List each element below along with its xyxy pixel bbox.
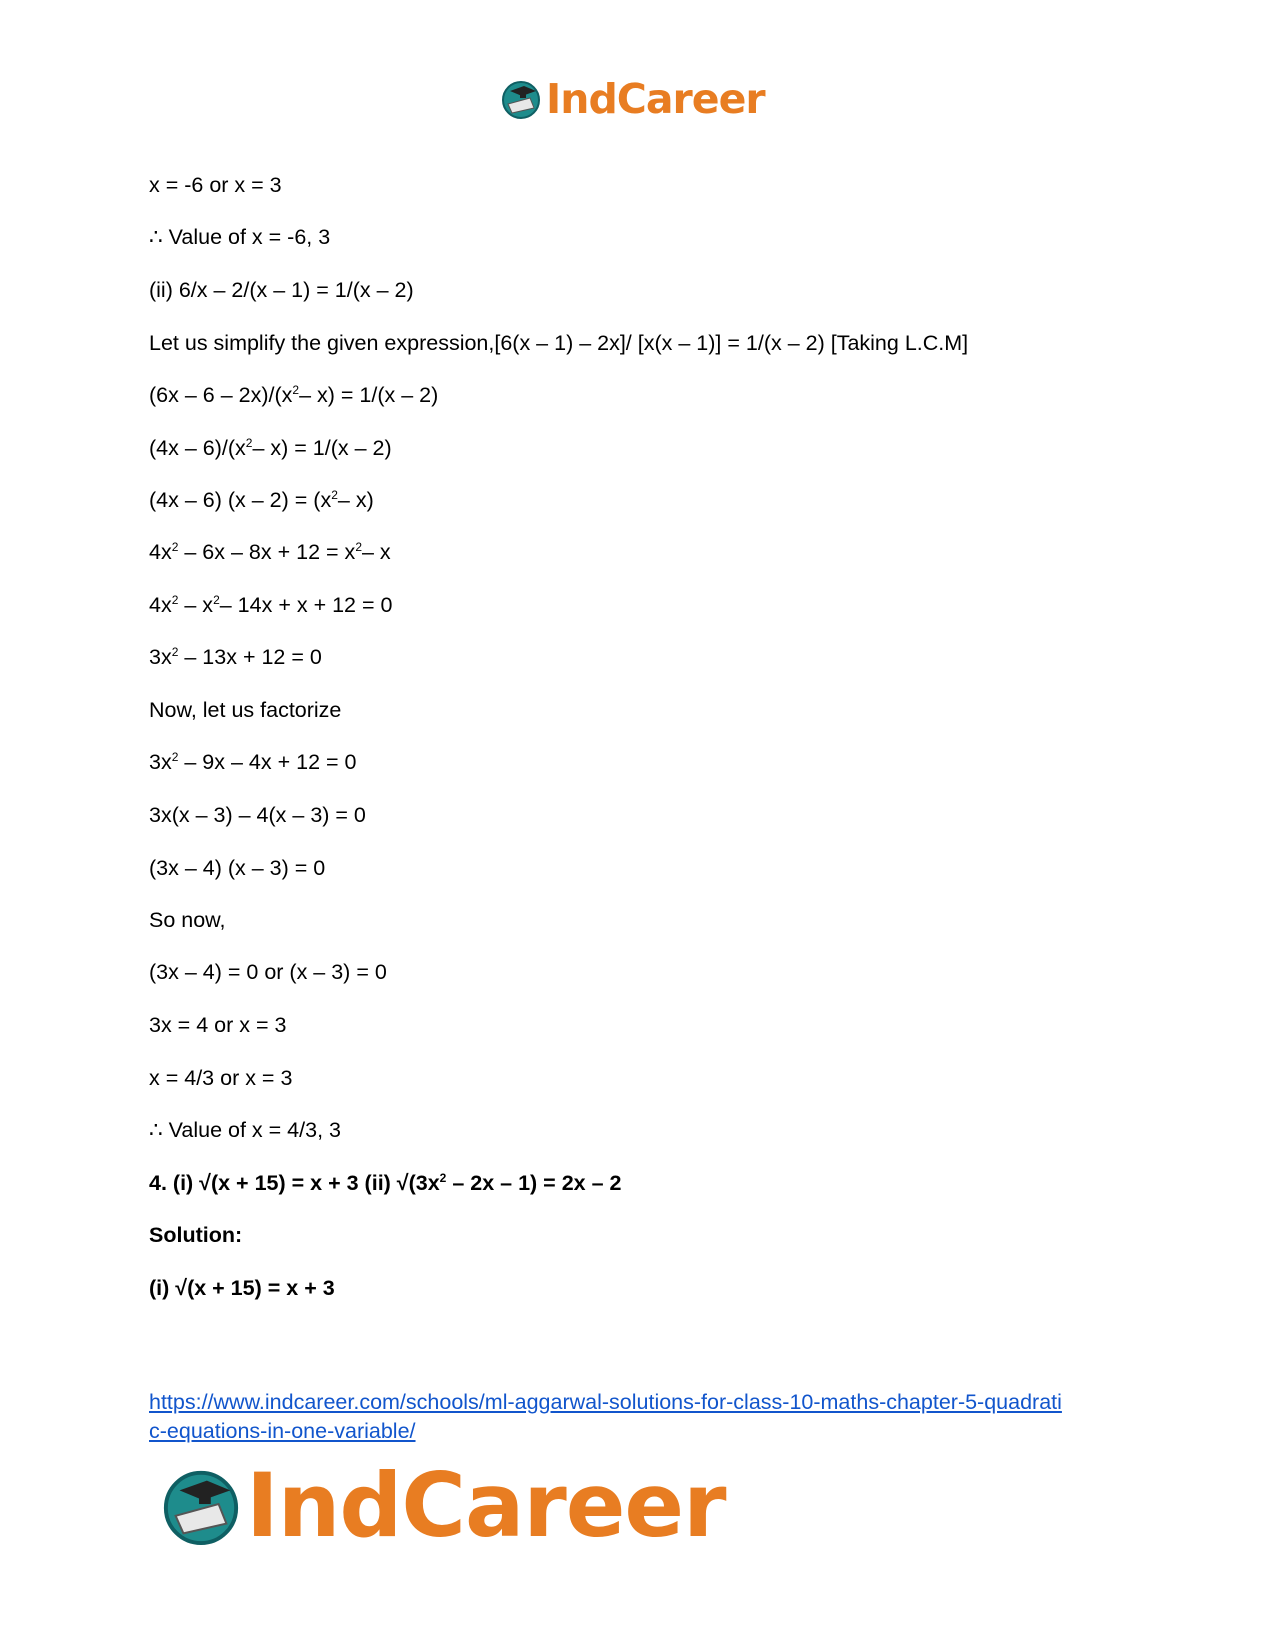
text-line: 3x(x – 3) – 4(x – 3) = 0: [149, 803, 366, 827]
text-line: $4x^2 - 6x - 8x + 12 = x^2-$ x: [149, 540, 391, 564]
footer-logo-text: IndCareer: [246, 1454, 726, 1557]
solution-heading: Solution:: [149, 1223, 243, 1247]
text-line: $(4x - 6)/(x^2-$ x) = 1/(x – 2): [149, 436, 392, 460]
text-line: Now, let us factorize: [149, 698, 342, 722]
text-line: (3x – 4) = 0 or (x – 3) = 0: [149, 960, 387, 984]
globe-graduation-cap-icon: [500, 78, 542, 120]
text-line: (ii) 6/x – 2/(x – 1) = 1/(x – 2): [149, 278, 414, 302]
text-line: ∴ Value of x = -6, 3: [149, 225, 331, 249]
text-line: $(6x - 6 - 2x)/(x^2-$ x) = 1/(x – 2): [149, 383, 439, 407]
text-line: x = -6 or x = 3: [149, 173, 282, 197]
globe-graduation-cap-icon: [160, 1465, 242, 1547]
source-url-link-continued[interactable]: c-equations-in-one-variable/: [149, 1419, 416, 1443]
text-line: (4x – 6) $(x - 2) = (x^2-$ x): [149, 488, 374, 512]
text-line: $4x^2 - x^2-$ 14x + x + 12 = 0: [149, 593, 393, 617]
question-heading: 4. (i) √(x + 15) = x + 3 (ii) $√(3x^2 - 2x - 1) = 2x - 2$: [149, 1171, 622, 1195]
sub-question-heading: (i) √(x + 15) = x + 3: [149, 1276, 335, 1300]
source-url-link[interactable]: https://www.indcareer.com/schools/ml-aggarwal-solutions-for-class-10-maths-chapter-5-quadrati: [149, 1390, 1062, 1414]
text-line: 3x = 4 or x = 3: [149, 1013, 287, 1037]
text-line: ∴ Value of x = 4/3, 3: [149, 1118, 341, 1142]
header-logo-text: IndCareer: [546, 74, 765, 123]
header-logo: [500, 74, 765, 123]
text-line: So now,: [149, 908, 226, 932]
text-line: x = 4/3 or x = 3: [149, 1066, 293, 1090]
text-line: $3x^2 - 13x + 12 = 0$: [149, 645, 322, 669]
text-line: $3x^2 - 9x - 4x + 12 = 0$: [149, 750, 357, 774]
text-line: (3x – 4) (x – 3) = 0: [149, 856, 326, 880]
footer-logo: [160, 1454, 726, 1557]
text-line: Let us simplify the given expression,[6(x – 1) – 2x]/ [x(x – 1)] = 1/(x – 2) [Taking L.C.M]: [149, 331, 969, 355]
